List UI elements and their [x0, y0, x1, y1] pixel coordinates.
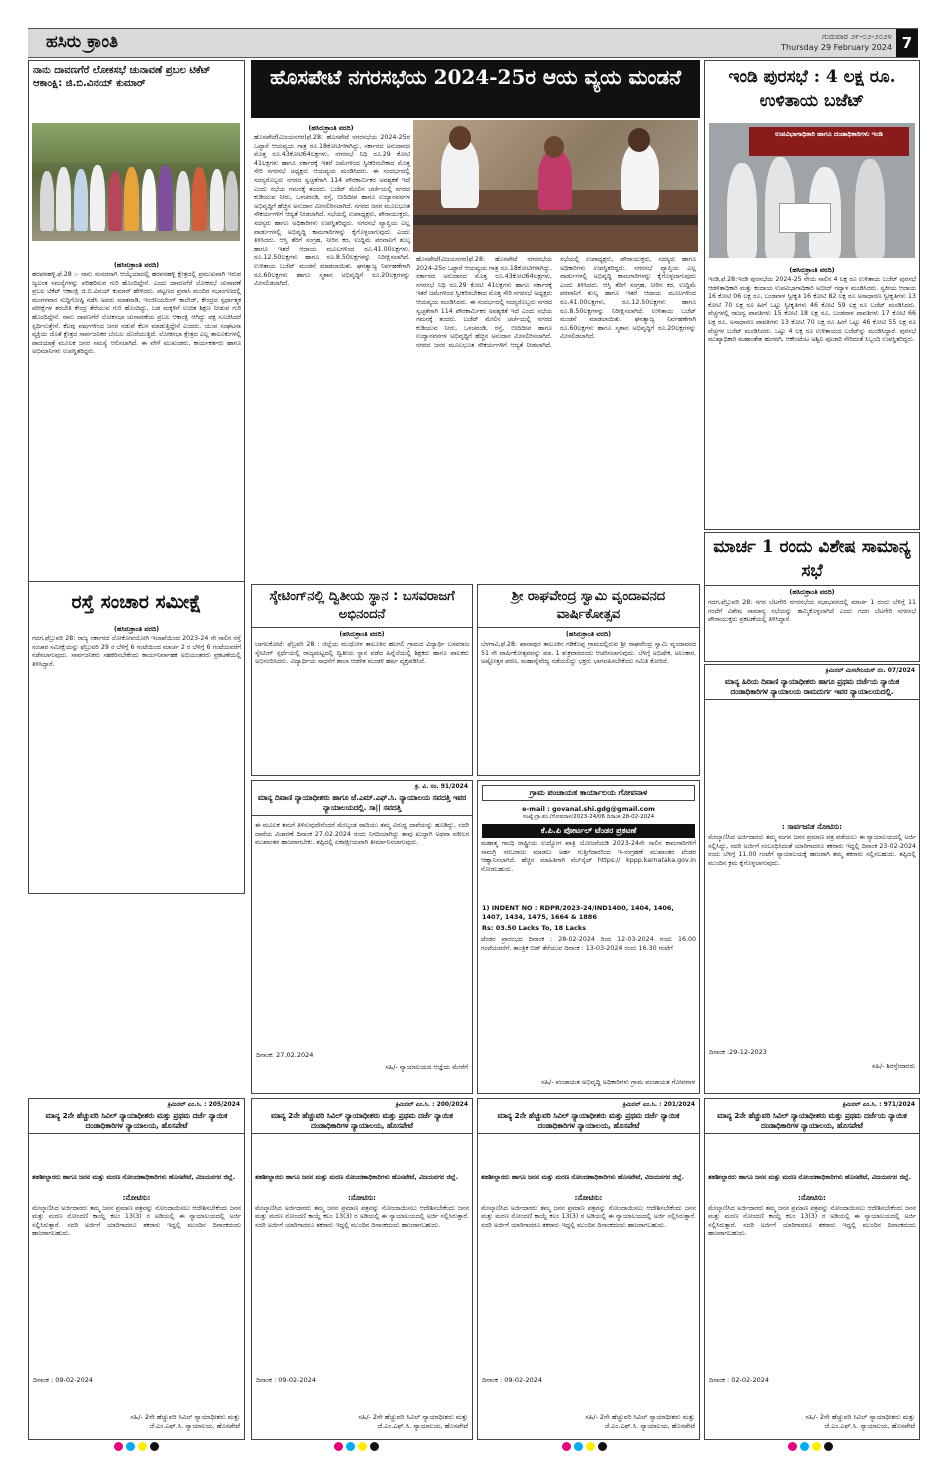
tender-body: ಮಹಾತ್ಮ ಗಾಂಧಿ ರಾಷ್ಟ್ರೀಯ ಉದ್ಯೋಗ ಖಾತ್ರಿ ಯೋಜನೆಯಡಿ 2023-24ನೇ ಸಾಲಿನ ಕಾಮಗಾರಿಗಳಿಗೆ ಸಾಮಗ್ರಿ ಸರಬರಾಜು ಮಾಡಲು ಅರ್ಹ ಗುತ್ತಿಗೆದಾರರಿಂದ ಇ-ಸಂಗ್ರಹಣೆ ಮುಖಾಂತರ ಟೆಂಡರ ಆಹ್ವಾನಿಸಲಾಗಿದೆ. ಹೆಚ್ಚಿನ ಮಾಹಿತಿಗಾಗಿ ವೆಬ್‌ಸೈಟ್ https:// kppp.karnataka.gov.in ನೋಡಬಹುದು. [481, 840, 696, 873]
newspaper-page [28, 28, 918, 1436]
roads-headline: ರಸ್ತೆ ಸಂಚಾರ ಸಮೀಕ್ಷೆ [71, 591, 202, 613]
hospet-meeting-photo [413, 120, 698, 252]
story-body: ಹರಪನಹಳ್ಳಿ.ಫೆ.28 :- ನಾನು ಸಂಸದನಾಗಿ ಆಯ್ಕೆಯಾದಲ್ಲಿ ಹರಪನಹಳ್ಳಿ ಕ್ಷೇತ್ರದಲ್ಲಿ ಪ್ರಮುಖವಾಗಿ ಇರುವ ಜ್ವಲಂತ ಸಮಸ್ಯೆಗಳನ್ನು ಪರಿಹರಿಸುವ ಗುರಿ ಹೊಂದಿದ್ದೇನೆ. ಎಂದು ದಾವಣಗೆರೆ ಲೋಕಸಭೆ ಚುನಾವಣೆ ಪ್ರಬಲ ಟಿಕೆಟ್ ಆಕಾಂಕ್ಷಿ ಜಿ.ಬಿ.ವಿನಯ್ ಕುಮಾರ್ ಹೇಳಿದರು. ಪಟ್ಟಣದ ಪ್ರವಾಸಿ ಮಂದಿರ ಸಭಾಂಗಣದಲ್ಲಿ ಮಂಗಳವಾರ ಸುದ್ದಿಗೋಷ್ಠಿ ನಡೆಸಿ ಅವರು ಮಾತನಾಡಿ, ಇಂಜಿನಿಯರಿಂಗ್ ಕಾಲೇಜ್, ಕೇಂದ್ರದ ಸ್ಪರ್ಧಾತ್ಮಕ ಪರೀಕ್ಷೆಗಳ ತರಬೇತಿ ಕೇಂದ್ರ ತೆರೆಯುವ ಗುರಿ ಹೊಂದಿದ್ದು, ಬಡ ಮಕ್ಕಳಿಗೆ ಉಚಿತ ಶಿಕ್ಷಣ ನೀಡುವ ಗುರಿ ಹೊಂದಿದ್ದೇನೆ. ನಾನು ದಾವಣಗೆರೆ ಲೋಕಸಭಾ ಚುನಾವಣೆಯ ಪ್ರಬಲ ಆಕಾಂಕ್ಷಿ ಆಗಿದ್ದು ಪಕ್ಷ ಸೂಚಿಸಿದರೆ ಸ್ಪರ್ಧಿಸುತ್ತೇನೆ. ಕೆಲವು ವರ್ಷಗಳಿಂದ ಜನರ ನಡುವೆ ಕೆಲಸ ಮಾಡುತ್ತಿದ್ದೇನೆ ಎಂದರು. ಯುವ ಸಂಘಟನಾ ವ್ಯಕ್ತಿಯ ಜೊತೆ ಕ್ಷೇತ್ರದ ಸಾರ್ವಜನಿಕರ ಬೆಂಬಲ ದೊರೆಯುತ್ತಿದೆ. ಲೋಕಸಭಾ ಕ್ಷೇತ್ರದ ಎಲ್ಲ ತಾಲೂಕುಗಳಲ್ಲಿ ಪಾದಯಾತ್ರೆ ಮೂಲಕ ಜನರ ಸಮಸ್ಯೆ ಆಲಿಸಲಾಗಿದೆ. ಈ ವೇಳೆ ಮುಖಂಡರು, ಕಾರ್ಯಕರ್ತರು ಹಾಗೂ ಅಭಿಮಾನಿಗಳು ಉಪಸ್ಥಿತರಿದ್ದರು. [32, 271, 241, 356]
tender-ref: ಸಂಖ್ಯೆ:ಗ್ರಾ.ಪಂ./ಗೋವನಾಳ/2023-24/06 ದಿನಾಂಕ:28-02-2024 [522, 814, 655, 820]
tender-amount: Rs: 03.50 Lacks To, 18 Lacks [482, 924, 587, 932]
march1-credit: (ಹಸಿರುಕ್ರಾಂತಿ ವರದಿ) [789, 588, 835, 596]
notice-date: ದಿನಾಂಕ : 09-02-2024 [482, 1376, 543, 1384]
notice-body: ಮೇಲ್ಕಾಣಿಸಿದ ಅರ್ಜಿದಾರರು ತಮ್ಮ ಜನನ ಪ್ರಮಾಣ ಪತ್ರವನ್ನು ನೋಂದಾಯಿಸಲು ಆದೇಶಿಸಬೇಕೆಂದು ಜನನ ಮತ್ತು ಮರಣ ನೋಂದಣಿ ಕಾಯ್ದೆ ಕಲಂ 13(3) ರ ಅಡಿಯಲ್ಲಿ ಈ ನ್ಯಾಯಾಲಯದಲ್ಲಿ ಅರ್ಜಿ ಸಲ್ಲಿಸಿರುತ್ತಾರೆ. ಸದರಿ ಅರ್ಜಿಗೆ ಯಾರಿಗಾದರೂ ತಕರಾರು ಇದ್ದಲ್ಲಿ ಮುಂದಿನ ದಿನಾಂಕದಂದು ಹಾಜರಾಗಬಹುದು. [481, 1204, 696, 1229]
roads-body: ಗದಗ,ಫೆಬ್ರುವರಿ 28: ರಾಜ್ಯ ಸರ್ಕಾರದ ಲೋಕೋಪಯೋಗಿ ಇಲಾಖೆಯಿಂದ 2023-24 ನೇ ಸಾಲಿನ ರಸ್ತೆ ಸಂಚಾರ ಸಮೀಕ್ಷೆಯನ್ನು ಫೆಬ್ರುವರಿ 29 ರ ಬೆಳಿಗ್ಗೆ 6 ಗಂಟೆಯಿಂದ ಮಾರ್ಚ 2 ರ ಬೆಳಿಗ್ಗೆ 6 ಗಂಟೆಯವರೆಗೆ ನಡೆಸಲಾಗುವುದು. ಸಾರ್ವಜನಿಕರು ಸಹಕರಿಸಬೇಕೆಂದು ಕಾರ್ಯನಿರ್ವಾಹಕ ಅಭಿಯಂತರರು ಪ್ರಕಟಣೆಯಲ್ಲಿ ತಿಳಿಸಿದ್ದಾರೆ. [32, 635, 241, 668]
roads-credit: (ಹಸಿರುಕ್ರಾಂತಿ ವರದಿ) [113, 625, 160, 633]
court-notice-205 [28, 1098, 245, 1440]
paper-name: ಹಸಿರು ಕ್ರಾಂತಿ [46, 32, 119, 52]
indi-banner: ಉಪವಿಭಾಗಾಧಿಕಾರಿ ಹಾಗೂ ದಂಡಾಧಿಕಾರಿಗಳು ಇಂಡಿ [749, 127, 909, 156]
hospet-body-col1: ಹೊಸಪೇಟೆ(ವಿಜಯನಗರ)ಫೆ.28: ಹೊಸಪೇಟೆ ನಗರಸಭೆಯ 2024-25ರ ಒಟ್ಟಾರೆ ಆಯವ್ಯಯ ಗಾತ್ರ ರೂ.18ಕೋಟಿಗಳಾಗಿದ್ದು, ಸರ್ಕಾರದ ಅನುದಾನದ ಮೊತ್ತ ರೂ.43ಕೋಟಿ64ಲಕ್ಷಗಳು, ನಗರಸಭೆ ನಿಧಿ ರೂ.29 ಕೋಟಿ 41ಲಕ್ಷಗಳು ಹಾಗೂ ಸರ್ಕಾರಕ್ಕೆ ಇತರೆ ಜಮೆಗಳಿಂದ ಸ್ವೀಕರಿಸಬೇಕಾದ ಮೊತ್ತ ಸೇರಿ ನಗರಸಭೆ ಅಧ್ಯಕ್ಷರು ಆಯವ್ಯಯ ಮಂಡಿಸಿದರು. ಈ ಸಂದರ್ಭದಲ್ಲಿ ಸದಸ್ಯರೊಬ್ಬರು ನಗರದ ಸ್ವಚ್ಛತೆಗಾಗಿ 114 ಪೌರಕಾರ್ಮಿಕರ ಅವಶ್ಯಕತೆ ಇದೆ ಎಂದು ಸಭೆಯ ಗಮನಕ್ಕೆ ತಂದರು. ಬಜೆಟ್ ಮೇಲಿನ ಚರ್ಚೆಯಲ್ಲಿ ನಗರದ ಕುಡಿಯುವ ನೀರು, ಒಳಚರಂಡಿ, ರಸ್ತೆ, ಬೀದಿದೀಪ ಹಾಗೂ ಉದ್ಯಾನವನಗಳ ಅಭಿವೃದ್ಧಿಗೆ ಹೆಚ್ಚಿನ ಅನುದಾನ ಮೀಸಲಿರಿಸಲಾಗಿದೆ. ನಗರದ ಜನರ ಮೂಲಭೂತ ಸೌಕರ್ಯಗಳಿಗೆ ಆದ್ಯತೆ ನೀಡಲಾಗಿದೆ. ಸಭೆಯಲ್ಲಿ ಉಪಾಧ್ಯಕ್ಷರು, ಪೌರಾಯುಕ್ತರು, ಸದಸ್ಯರು ಹಾಗೂ ಅಧಿಕಾರಿಗಳು ಉಪಸ್ಥಿತರಿದ್ದರು. ನಗರಸಭೆ ವ್ಯಾಪ್ತಿಯ ಎಲ್ಲ ವಾರ್ಡುಗಳಲ್ಲಿ ಅಭಿವೃದ್ಧಿ ಕಾಮಗಾರಿಗಳನ್ನು ಕೈಗೊಳ್ಳಲಾಗುವುದು ಎಂದು ತಿಳಿಸಿದರು. ಆಸ್ತಿ ತೆರಿಗೆ ಸಂಗ್ರಹ, ನೀರಿನ ಕರ, ಉದ್ದಿಮೆ ಪರವಾನಿಗೆ ಶುಲ್ಕ ಹಾಗೂ ಇತರೆ ಆದಾಯ ಮೂಲಗಳಿಂದ ರೂ.41.00ಲಕ್ಷಗಳು, ರೂ.12.50ಲಕ್ಷಗಳು ಹಾಗೂ ರೂ.8.50ಲಕ್ಷಗಳನ್ನು ನಿರೀಕ್ಷಿಸಲಾಗಿದೆ. ಉಳಿತಾಯ ಬಜೆಟ್ ಮಂಡನೆ ಮಾಡಲಾಯಿತು. ಘನತ್ಯಾಜ್ಯ ನಿರ್ವಹಣೆಗಾಗಿ ರೂ.60ಲಕ್ಷಗಳು ಹಾಗೂ ಸ್ಮಶಾನ ಅಭಿವೃದ್ಧಿಗೆ ರೂ.20ಲಕ್ಷಗಳನ್ನು ಮೀಸಲಿಡಲಾಗಿದೆ. [254, 134, 410, 288]
notice-heading: :ನೋಟಿಸು: [348, 1192, 376, 1202]
notice-respondent: ತಹಶೀಲ್ದಾರರು ಹಾಗೂ ಜನನ ಮತ್ತು ಮರಣ ನೋಂದಣಾಧಿಕಾರಿಗಳು ಹೊಸಪೇಟೆ, ವಿಜಯನಗರ ಜಿಲ್ಲೆ. [708, 1174, 912, 1181]
notice-heading: :ನೋಟಿಸು: [798, 1192, 826, 1202]
rayar-body: ಬೆಳಗಾವಿ,ಫೆ.28: ಖಾನಾಪುರ ತಾಲೂಕಿನ ಗಡಿಕೊಪ್ಪ ಗ್ರಾಮದಲ್ಲಿರುವ ಶ್ರೀ ರಾಘವೇಂದ್ರ ಸ್ವಾಮಿ ವೃಂದಾವನದ 51 ನೇ ವಾರ್ಷಿಕೋತ್ಸವವನ್ನು ಮಾ. 1 ಶುಕ್ರವಾರದಂದು ಆಚರಿಸಲಾಗುವುದು. ಬೆಳಿಗ್ಗೆ ಅಭಿಷೇಕ, ಅಲಂಕಾರ, ಅಷ್ಟೋತ್ತರ ಪಠಣ, ಮಹಾನೈವೇದ್ಯ ನಡೆಯಲಿದ್ದು ಭಕ್ತರು ಭಾಗವಹಿಸಬೇಕೆಂದು ಸಮಿತಿ ಕೋರಿದೆ. [481, 641, 696, 666]
notice07-signature: ಸಹಿ/- ಶಿರಸ್ತೇದಾರರು [871, 1062, 915, 1070]
page-number: 7 [896, 29, 918, 57]
skating-credit: (ಹಸಿರುಕ್ರಾಂತಿ ವರದಿ) [339, 630, 385, 638]
notice-respondent: ತಹಶೀಲ್ದಾರರು ಹಾಗೂ ಜನನ ಮತ್ತು ಮರಣ ನೋಂದಣಾಧಿಕಾರಿಗಳು ಹೊಸಪೇಟೆ, ವಿಜಯನಗರ ಜಿಲ್ಲೆ. [255, 1174, 459, 1181]
tender-title: ಕೆ.ಪಿ.ಪಿ ಪೋರ್ಟಲ್ ಟೆಂಡರ ಪ್ರಕಟಣೆ [482, 824, 695, 838]
notice-case-no: ಕ್ರಿಮಿನಲ್ ಎಂ.ಸಿ. : 205/2024 [167, 1101, 240, 1108]
court-notice-201 [477, 1098, 700, 1440]
notice-court: ಮಾನ್ಯ 2ನೇ ಹೆಚ್ಚುವರಿ ಸಿವಿಲ್ ನ್ಯಾಯಾಧೀಶರು ಮತ್ತು ಪ್ರಥಮ ದರ್ಜೆ ನ್ಯಾಯಿಕ ದಂಡಾಧಿಕಾರಿಗಳ ನ್ಯಾಯಾಲಯ, ಹೊಸಪೇಟೆ [478, 1109, 699, 1134]
story-headline: ನಾನು ದಾವಣಗೆರೆ ಲೋಕಸಭೆ ಚುನಾವಣೆ ಪ್ರಬಲ ಟಿಕೆಟ್ ಆಕಾಂಕ್ಷಿ: ಜಿ.ಬಿ.ವಿನಯ್ ಕುಮಾರ್ [33, 65, 211, 89]
notice-signature: ಸಹಿ/- 2ನೇ ಹೆಚ್ಚುವರಿ ಸಿವಿಲ್ ನ್ಯಾಯಾಧೀಶರು ಮತ್ತು ಜೆ.ಎಂ.ಎಫ್.ಸಿ. ನ್ಯಾಯಾಲಯ, ಹೊಸಪೇಟೆ [130, 1413, 240, 1430]
notice-respondent: ತಹಶೀಲ್ದಾರರು ಹಾಗೂ ಜನನ ಮತ್ತು ಮರಣ ನೋಂದಣಾಧಿಕಾರಿಗಳು ಹೊಸಪೇಟೆ, ವಿಜಯನಗರ ಜಿಲ್ಲೆ. [32, 1174, 236, 1181]
court-notice-91 [251, 780, 473, 1094]
notice-body: ಮೇಲ್ಕಾಣಿಸಿದ ಅರ್ಜಿದಾರರು ತಮ್ಮ ಜನನ ಪ್ರಮಾಣ ಪತ್ರವನ್ನು ನೋಂದಾಯಿಸಲು ಆದೇಶಿಸಬೇಕೆಂದು ಜನನ ಮತ್ತು ಮರಣ ನೋಂದಣಿ ಕಾಯ್ದೆ ಕಲಂ 13(3) ರ ಅಡಿಯಲ್ಲಿ ಈ ನ್ಯಾಯಾಲಯದಲ್ಲಿ ಅರ್ಜಿ ಸಲ್ಲಿಸಿರುತ್ತಾರೆ. ಸದರಿ ಅರ್ಜಿಗೆ ಯಾರಿಗಾದರೂ ತಕರಾರು ಇದ್ದಲ್ಲಿ ಮುಂದಿನ ದಿನಾಂಕದಂದು ಹಾಜರಾಗಬಹುದು. [32, 1204, 241, 1238]
tender-org: ಗ್ರಾಮ ಪಂಚಾಯತ ಕಾರ್ಯಾಲಯ ಗೋವನಾಳ [482, 785, 695, 801]
tender-indent: 1) INDENT NO : RDPR/2023-24/IND1400, 1404, 1406, 1407, 1434, 1475, 1664 & 1886 [482, 904, 674, 921]
tender-notice [477, 780, 700, 1094]
notice-respondent: ತಹಶೀಲ್ದಾರರು ಹಾಗೂ ಜನನ ಮತ್ತು ಮರಣ ನೋಂದಣಾಧಿಕಾರಿಗಳು ಹೊಸಪೇಟೆ, ವಿಜಯನಗರ ಜಿಲ್ಲೆ. [481, 1174, 685, 1181]
story-hospet-budget [251, 120, 698, 580]
story-indi [704, 60, 920, 530]
date-box [772, 31, 892, 53]
story-vinay-kumar [28, 60, 245, 894]
court-notice-200 [251, 1098, 473, 1440]
march1-body: ಗದಗ,ಫೆಬ್ರುವರಿ 28: ನಗರ ಬೆಟಗೇರಿ ನಗರಸಭೆಯ ಸಭಾಭವನದಲ್ಲಿ ಮಾರ್ಚ 1 ರಂದು ಬೆಳಿಗ್ಗೆ 11 ಗಂಟೆಗೆ ವಿಶೇಷ ಸಾಮಾನ್ಯ ಸಭೆಯನ್ನು ಹಮ್ಮಿಕೊಳ್ಳಲಾಗಿದೆ ಎಂದು ಗದಗ ಬೆಟಗೇರಿ ನಗರಸಭೆ ಪೌರಾಯುಕ್ತರು ಪ್ರಕಟಣೆಯಲ್ಲಿ ತಿಳಿಸಿದ್ದಾರೆ. [708, 599, 916, 624]
notice07-heading: : ಸಾರ್ವಜನಿಕ ನೋಟಿಸು: [781, 822, 843, 831]
story-credit: (ಹಸಿರುಕ್ರಾಂತಿ ವರದಿ) [113, 261, 160, 269]
group-photo [32, 123, 240, 241]
notice-heading: :ನೋಟಿಸು: [574, 1192, 603, 1202]
hospet-credit: (ಹಸಿರುಕ್ರಾಂತಿ ವರದಿ) [308, 124, 354, 132]
court-notice-971 [704, 1098, 920, 1440]
tender-footer: ಸಹಿ/- ಪಂಚಾಯತ ಅಭಿವೃದ್ಧಿ ಅಧಿಕಾರಿಗಳು ಗ್ರಾಮ ಪಂಚಾಯತ ಗೋವನಾಳ [541, 1078, 695, 1086]
story-rayar [477, 584, 700, 776]
notice-signature: ಸಹಿ/- 2ನೇ ಹೆಚ್ಚುವರಿ ಸಿವಿಲ್ ನ್ಯಾಯಾಧೀಶರು ಮತ್ತು ಜೆ.ಎಂ.ಎಫ್.ಸಿ. ನ್ಯಾಯಾಲಯ, ಹೊಸಪೇಟೆ [805, 1413, 915, 1430]
notice-signature: ಸಹಿ/- 2ನೇ ಹೆಚ್ಚುವರಿ ಸಿವಿಲ್ ನ್ಯಾಯಾಧೀಶರು ಮತ್ತು ಜೆ.ಎಂ.ಎಫ್.ಸಿ. ನ್ಯಾಯಾಲಯ, ಹೊಸಪೇಟೆ [358, 1413, 468, 1430]
tender-dates: ಟೆಂಡರ ಪ್ರಾರಂಭದ ದಿನಾಂಕ : 28-02-2024 ರಿಂದ 12-03-2024 ರಂದು 16.00 ಗಂಟೆಯವರೆಗೆ. ತಾಂತ್ರಿಕ ಬಿಡ್ ತೆರೆಯುವ ದಿನಾಂಕ : 13-03-2024 ರಂದು 16.30 ಗಂಟೆಗೆ [481, 936, 696, 952]
notice07-body: ಮೇಲ್ಕಾಣಿಸಿದ ಅರ್ಜಿದಾರರು ತಮ್ಮ ಮಗನ ಜನನ ಪ್ರಮಾಣ ಪತ್ರ ಪಡೆಯಲು ಈ ನ್ಯಾಯಾಲಯದಲ್ಲಿ ಅರ್ಜಿ ಸಲ್ಲಿಸಿದ್ದು, ಸದರಿ ಅರ್ಜಿಗೆ ಸಂಬಂಧಿಸಿದಂತೆ ಯಾರಿಗಾದರೂ ತಕರಾರು ಇದ್ದಲ್ಲಿ ದಿನಾಂಕ 23-02-2024 ರಂದು ಬೆಳಿಗ್ಗೆ 11.00 ಗಂಟೆಗೆ ನ್ಯಾಯಾಲಯಕ್ಕೆ ಹಾಜರಾಗಿ ತಮ್ಮ ತಕರಾರು ಸಲ್ಲಿಸಬಹುದು. ತಪ್ಪಿದಲ್ಲಿ ಮುಂದಿನ ಕ್ರಮ ಕೈಗೊಳ್ಳಲಾಗುವುದು. [708, 834, 916, 867]
story-march1 [704, 532, 920, 662]
notice07-court: ಮಾನ್ಯ ಹಿರಿಯ ದಿವಾಣಿ ನ್ಯಾಯಾಧೀಶರು ಹಾಗೂ ಪ್ರಥಮ ದರ್ಜೆಯ ನ್ಯಾಯಿಕ ದಂಡಾಧಿಕಾರಿಗಳ ನ್ಯಾಯಾಲಯ ರಾಮದುರ್ಗ ಇವರ ನ್ಯಾಯಾಲಯದಲ್ಲಿ. [705, 675, 919, 700]
notice-case-no: ಕ್ರಿಮಿನಲ್ ಎಂ.ಸಿ. : 971/2024 [842, 1101, 915, 1108]
notice-court: ಮಾನ್ಯ 2ನೇ ಹೆಚ್ಚುವರಿ ಸಿವಿಲ್ ನ್ಯಾಯಾಧೀಶರು ಮತ್ತು ಪ್ರಥಮ ದರ್ಜೆ ನ್ಯಾಯಿಕ ದಂಡಾಧಿಕಾರಿಗಳ ನ್ಯಾಯಾಲಯ, ಹೊಸಪೇಟೆ [29, 1109, 244, 1134]
date-english: Thursday 29 February 2024 [781, 43, 892, 52]
notice-date: ದಿನಾಂಕ: 27.02.2024 [256, 1051, 314, 1059]
notice-court: ಮಾನ್ಯ ದಿವಾಣಿ ನ್ಯಾಯಾಧೀಶರು ಹಾಗೂ ಜೆ.ಎಮ್.ಎಫ್.ಸಿ. ನ್ಯಾಯಾಲಯ ಸವದತ್ತಿ ಇವರ ನ್ಯಾಯಾಲಯದಲ್ಲಿ. ಸಾ|| ಸವದತ್ತಿ [252, 791, 472, 816]
notice-case-no: ಕ್ರಿಮಿನಲ್ ಎಂ.ಸಿ. : 200/2024 [395, 1101, 468, 1108]
hospet-headline-banner [251, 60, 700, 118]
story-skating [251, 584, 473, 776]
skating-body: ಬಾಗಲಕೋಟೆ: ಫೆಬ್ರವರಿ 28 : ಜಿಲ್ಲೆಯ ಮುಧೋಳ ತಾಲೂಕಿನ ಹಲಗಲಿ ಗ್ರಾಮದ ವಿದ್ಯಾರ್ಥಿ ಬಸವರಾಜ ಸ್ಕೇಟಿಂಗ್ ಸ್ಪರ್ಧೆಯಲ್ಲಿ ರಾಜ್ಯಮಟ್ಟದಲ್ಲಿ ದ್ವಿತೀಯ ಸ್ಥಾನ ಪಡೆದ ಹಿನ್ನೆಲೆಯಲ್ಲಿ ಶಿಕ್ಷಕರು ಹಾಗೂ ಪಾಲಕರು ಅಭಿನಂದಿಸಿದರು. ವಿದ್ಯಾರ್ಥಿಯ ಸಾಧನೆಗೆ ಶಾಲಾ ಆಡಳಿತ ಮಂಡಳಿ ಹರ್ಷ ವ್ಯಕ್ತಪಡಿಸಿದೆ. [255, 641, 469, 666]
hospet-headline: ಹೊಸಪೇಟೆ ನಗರಸಭೆಯ 2024-25ರ ಆಯ ವ್ಯಯ ಮಂಡನೆ [269, 65, 682, 89]
notice-date: ದಿನಾಂಕ : 09-02-2024 [33, 1376, 94, 1384]
notice-signature: ಸಹಿ/- ನ್ಯಾಯಾಲಯದ ಆಜ್ಞೆಯ ಮೇರೆಗೆ [385, 1063, 468, 1071]
court-notice-07 [704, 664, 920, 1094]
rayar-headline: ಶ್ರೀ ರಾಘವೇಂದ್ರ ಸ್ವಾಮಿ ವೃಂದಾವನದ ವಾರ್ಷಿಕೋತ್ಸವ [478, 585, 699, 628]
masthead [28, 28, 918, 58]
notice-heading: :ನೋಟಿಸು: [122, 1192, 151, 1202]
notice-body: ಈ ಮೂಲಕ ತಮಗೆ ತಿಳಿಸುವುದೇನೆಂದರೆ ಮೇಲ್ಕಂಡ ವಾದಿಯು ತಮ್ಮ ವಿರುದ್ಧ ದಾವೆಯನ್ನು ಹೂಡಿದ್ದು, ಸದರಿ ದಾವೆಯ ವಿಚಾರಣೆ ದಿನಾಂಕ 27.02.2024 ರಂದು ನಿಗದಿಯಾಗಿದ್ದು ತಾವು ಖುದ್ದಾಗಿ ಅಥವಾ ವಕೀಲರ ಮುಖಾಂತರ ಹಾಜರಾಗಬೇಕು. ತಪ್ಪಿದಲ್ಲಿ ಏಕಪಕ್ಷೀಯವಾಗಿ ತೀರ್ಮಾನಿಸಲಾಗುವುದು. [255, 822, 469, 847]
notice-case-no: ಕ್ರಿಮಿನಲ್ ಎಂ.ಸಿ. : 201/2024 [622, 1101, 695, 1108]
notice07-case-no: ಕ್ರಿಮಿನಲ್ ಮಿಸಲೇನಿಯಸ್ ನಂ. 07/2024 [825, 667, 915, 674]
rayar-credit: (ಹಸಿರುಕ್ರಾಂತಿ ವರದಿ) [565, 630, 612, 638]
date-kannada: ಗುರುವಾರ ೨೯-೦೨-೨೦೨೪ [822, 32, 892, 41]
hospet-body-col2: ಹೊಸಪೇಟೆ(ವಿಜಯನಗರ)ಫೆ.28: ಹೊಸಪೇಟೆ ನಗರಸಭೆಯ 2024-25ರ ಒಟ್ಟಾರೆ ಆಯವ್ಯಯ ಗಾತ್ರ ರೂ.18ಕೋಟಿಗಳಾಗಿದ್ದು, ಸರ್ಕಾರದ ಅನುದಾನದ ಮೊತ್ತ ರೂ.43ಕೋಟಿ64ಲಕ್ಷಗಳು, ನಗರಸಭೆ ನಿಧಿ ರೂ.29 ಕೋಟಿ 41ಲಕ್ಷಗಳು ಹಾಗೂ ಸರ್ಕಾರಕ್ಕೆ ಇತರೆ ಜಮೆಗಳಿಂದ ಸ್ವೀಕರಿಸಬೇಕಾದ ಮೊತ್ತ ಸೇರಿ ನಗರಸಭೆ ಅಧ್ಯಕ್ಷರು ಆಯವ್ಯಯ ಮಂಡಿಸಿದರು. ಈ ಸಂದರ್ಭದಲ್ಲಿ ಸದಸ್ಯರೊಬ್ಬರು ನಗರದ ಸ್ವಚ್ಛತೆಗಾಗಿ 114 ಪೌರಕಾರ್ಮಿಕರ ಅವಶ್ಯಕತೆ ಇದೆ ಎಂದು ಸಭೆಯ ಗಮನಕ್ಕೆ ತಂದರು. ಬಜೆಟ್ ಮೇಲಿನ ಚರ್ಚೆಯಲ್ಲಿ ನಗರದ ಕುಡಿಯುವ ನೀರು, ಒಳಚರಂಡಿ, ರಸ್ತೆ, ಬೀದಿದೀಪ ಹಾಗೂ ಉದ್ಯಾನವನಗಳ ಅಭಿವೃದ್ಧಿಗೆ ಹೆಚ್ಚಿನ ಅನುದಾನ ಮೀಸಲಿರಿಸಲಾಗಿದೆ. ನಗರದ ಜನರ ಮೂಲಭೂತ ಸೌಕರ್ಯಗಳಿಗೆ ಆದ್ಯತೆ ನೀಡಲಾಗಿದೆ. ಸಭೆಯಲ್ಲಿ ಉಪಾಧ್ಯಕ್ಷರು, ಪೌರಾಯುಕ್ತರು, ಸದಸ್ಯರು ಹಾಗೂ ಅಧಿಕಾರಿಗಳು ಉಪಸ್ಥಿತರಿದ್ದರು. ನಗರಸಭೆ ವ್ಯಾಪ್ತಿಯ ಎಲ್ಲ ವಾರ್ಡುಗಳಲ್ಲಿ ಅಭಿವೃದ್ಧಿ ಕಾಮಗಾರಿಗಳನ್ನು ಕೈಗೊಳ್ಳಲಾಗುವುದು ಎಂದು ತಿಳಿಸಿದರು. ಆಸ್ತಿ ತೆರಿಗೆ ಸಂಗ್ರಹ, ನೀರಿನ ಕರ, ಉದ್ದಿಮೆ ಪರವಾನಿಗೆ ಶುಲ್ಕ ಹಾಗೂ ಇತರೆ ಆದಾಯ ಮೂಲಗಳಿಂದ ರೂ.41.00ಲಕ್ಷಗಳು, ರೂ.12.50ಲಕ್ಷಗಳು ಹಾಗೂ ರೂ.8.50ಲಕ್ಷಗಳನ್ನು ನಿರೀಕ್ಷಿಸಲಾಗಿದೆ. ಉಳಿತಾಯ ಬಜೆಟ್ ಮಂಡನೆ ಮಾಡಲಾಯಿತು. ಘನತ್ಯಾಜ್ಯ ನಿರ್ವಹಣೆಗಾಗಿ ರೂ.60ಲಕ್ಷಗಳು ಹಾಗೂ ಸ್ಮಶಾನ ಅಭಿವೃದ್ಧಿಗೆ ರೂ.20ಲಕ್ಷಗಳನ್ನು ಮೀಸಲಿಡಲಾಗಿದೆ. [416, 256, 696, 349]
notice-date: ದಿನಾಂಕ : 09-02-2024 [256, 1376, 317, 1384]
tender-email: e-mail : govanal.shi.gdg@gmail.com [522, 805, 655, 813]
notice-date: ದಿನಾಂಕ : 02-02-2024 [709, 1376, 770, 1384]
notice-signature: ಸಹಿ/- 2ನೇ ಹೆಚ್ಚುವರಿ ಸಿವಿಲ್ ನ್ಯಾಯಾಧೀಶರು ಮತ್ತು ಜೆ.ಎಂ.ಎಫ್.ಸಿ. ನ್ಯಾಯಾಲಯ, ಹೊಸಪೇಟೆ [585, 1413, 695, 1430]
indi-office-photo [709, 123, 915, 258]
notice07-date: ದಿನಾಂಕ :29-12-2023 [709, 1048, 767, 1056]
march1-headline: ಮಾರ್ಚ 1 ರಂದು ವಿಶೇಷ ಸಾಮಾನ್ಯ ಸಭೆ [705, 533, 919, 586]
indi-headline: ಇಂಡಿ ಪುರಸಭೆ : 4 ಲಕ್ಷ ರೂ. ಉಳಿತಾಯ ಬಜೆಟ್ [728, 67, 896, 111]
notice-court: ಮಾನ್ಯ 2ನೇ ಹೆಚ್ಚುವರಿ ಸಿವಿಲ್ ನ್ಯಾಯಾಧೀಶರು ಮತ್ತು ಪ್ರಥಮ ದರ್ಜೆ ನ್ಯಾಯಿಕ ದಂಡಾಧಿಕಾರಿಗಳ ನ್ಯಾಯಾಲಯ, ಹೊಸಪೇಟೆ [252, 1109, 472, 1134]
notice-case-no: ಕ್ರ. ವಿ. ಸಂ. 91/2024 [414, 783, 468, 790]
notice-body: ಮೇಲ್ಕಾಣಿಸಿದ ಅರ್ಜಿದಾರರು ತಮ್ಮ ಜನನ ಪ್ರಮಾಣ ಪತ್ರವನ್ನು ನೋಂದಾಯಿಸಲು ಆದೇಶಿಸಬೇಕೆಂದು ಜನನ ಮತ್ತು ಮರಣ ನೋಂದಣಿ ಕಾಯ್ದೆ ಕಲಂ 13(3) ರ ಅಡಿಯಲ್ಲಿ ಈ ನ್ಯಾಯಾಲಯದಲ್ಲಿ ಅರ್ಜಿ ಸಲ್ಲಿಸಿರುತ್ತಾರೆ. ಸದರಿ ಅರ್ಜಿಗೆ ಯಾರಿಗಾದರೂ ತಕರಾರು ಇದ್ದಲ್ಲಿ ಮುಂದಿನ ದಿನಾಂಕದಂದು ಹಾಜರಾಗಬಹುದು. [255, 1204, 469, 1229]
notice-court: ಮಾನ್ಯ 2ನೇ ಹೆಚ್ಚುವರಿ ಸಿವಿಲ್ ನ್ಯಾಯಾಧೀಶರು ಮತ್ತು ಪ್ರಥಮ ದರ್ಜೆಯ ನ್ಯಾಯಿಕ ದಂಡಾಧಿಕಾರಿಗಳ ನ್ಯಾಯಾಲಯ, ಹೊಸಪೇಟೆ [705, 1109, 919, 1134]
skating-headline: ಸ್ಕೇಟಿಂಗ್‌ನಲ್ಲಿ ದ್ವಿತೀಯ ಸ್ಥಾನ : ಬಸವರಾಜಗೆ ಅಭಿನಂದನೆ [252, 585, 472, 628]
indi-credit: (ಹಸಿರುಕ್ರಾಂತಿ ವರದಿ) [789, 266, 835, 274]
notice-body: ಮೇಲ್ಕಾಣಿಸಿದ ಅರ್ಜಿದಾರರು ತಮ್ಮ ಜನನ ಪ್ರಮಾಣ ಪತ್ರವನ್ನು ನೋಂದಾಯಿಸಲು ಆದೇಶಿಸಬೇಕೆಂದು ಜನನ ಮತ್ತು ಮರಣ ನೋಂದಣಿ ಕಾಯ್ದೆ ಕಲಂ 13(3) ರ ಅಡಿಯಲ್ಲಿ ಈ ನ್ಯಾಯಾಲಯದಲ್ಲಿ ಅರ್ಜಿ ಸಲ್ಲಿಸಿರುತ್ತಾರೆ. ಸದರಿ ಅರ್ಜಿಗೆ ಯಾರಿಗಾದರೂ ತಕರಾರು ಇದ್ದಲ್ಲಿ ಮುಂದಿನ ದಿನಾಂಕದಂದು ಹಾಜರಾಗಬಹುದು. [708, 1204, 916, 1238]
indi-body: ಇಂಡಿ,ಫೆ.28:ಇಂಡಿ ಪುರಸಭೆಯ 2024-25 ನೇಯ ಸಾಲಿನ 4 ಲಕ್ಷ ರೂ ಉಳಿತಾಯ ಬಜೆಟ್ ಪುರಸಭೆ ಆಡಳಿತಾಧಿಕಾರಿ ಮತ್ತು ಕಂದಾಯ ಉಪವಿಭಾಗಾಧಿಕಾರಿ ಅಬೀದ್ ಗದ್ಯಾಳ ಮಂಡಿಸಿದರು. ಸ್ವಕೀಯ ಆದಾಯ 16 ಕೋಟಿ 06 ಲಕ್ಷ ರೂ, ಬಂಡವಾಳ ಸ್ವೀಕೃತಿ 16 ಕೋಟಿ 82 ಲಕ್ಷ ರೂ ಅಸಾಧಾರಣ ಸ್ವೀಕೃತಿಗಳು 13 ಕೋಟಿ 70 ಲಕ್ಷ ರೂ ಹೀಗೆ ಒಟ್ಟು ಸ್ವೀಕೃತಿಗಳು 46 ಕೋಟಿ 59 ಲಕ್ಷ ರೂ ಬಜೆಟ್ ಮಂಡಿಸಿದರು. ವೆಚ್ಚಗಳಲ್ಲಿ ರಾಜಸ್ವ ಪಾವತಿಗಳು 15 ಕೋಟಿ 18 ಲಕ್ಷ ರೂ, ಬಂಡವಾಳ ಪಾವತಿಗಳು 17 ಕೋಟಿ 66 ಲಕ್ಷ ರೂ, ಅಸಾಧಾರಣ ಪಾವತಿಗಳು 13 ಕೋಟಿ 70 ಲಕ್ಷ ರೂ ಹೀಗೆ ಒಟ್ಟು 46 ಕೋಟಿ 55 ಲಕ್ಷ ರೂ ವೆಚ್ಚಗಳ ಬಜೆಟ್ ಮಂಡಿಸಿದರು. ಒಟ್ಟು 4 ಲಕ್ಷ ರೂ ಉಳಿತಾಯದ ಬಜೆಟ್‌ನ್ನು ಮಂಡಿಸಿದ್ದಾರೆ. ಪುರಸಭೆ ಮುಖ್ಯಾಧಿಕಾರಿ ಮಹಾಂತೇಶ ಹಂಗರಗಿ, ಆಕೌಂಟೆಂಟ ಅಶ್ವಿನಿ ಪೂಜಾರಿ ಸೇರಿದಂತೆ ಸಿಬ್ಬಂದಿ ಉಪಸ್ಥಿತರಿದ್ದರು. [708, 276, 916, 344]
